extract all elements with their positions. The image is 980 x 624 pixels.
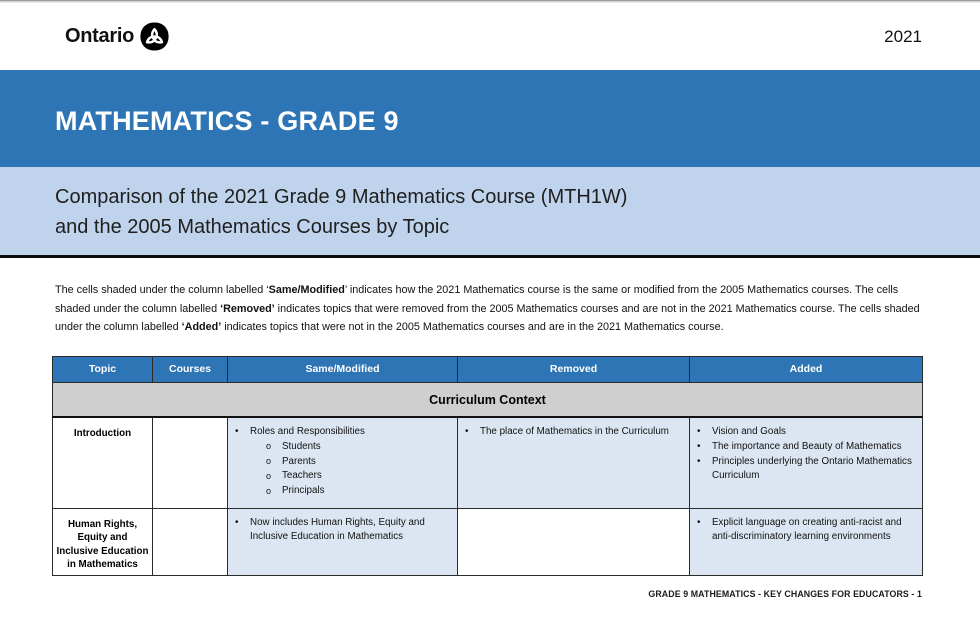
removed-cell (458, 417, 690, 508)
column-header-topic: Topic (53, 356, 153, 382)
list-item: • Principles underlying the Ontario Mathematics Curriculum (690, 455, 914, 483)
document-header (0, 3, 980, 70)
ontario-logo (65, 22, 169, 51)
intro-seg-4: indicates topics that were not in the 2005 Mathematics courses and are in the 2021 Mathematics course. (221, 321, 724, 334)
intro-term-removed: ‘Removed’ (220, 302, 275, 315)
title-banner (0, 70, 980, 167)
comparison-table (52, 356, 923, 576)
courses-cell (153, 417, 228, 508)
column-header-added: Added (690, 356, 923, 382)
list-item: o Teachers (228, 469, 449, 483)
intro-term-added: ‘Added’ (181, 321, 222, 334)
courses-cell (153, 508, 228, 575)
list-item: • The place of Mathematics in the Curriculum (458, 425, 681, 439)
column-header-same-modified: Same/Modified (228, 356, 458, 382)
intro-seg-2: ’ indicates how the 2021 Mathematics course is the same or modified from the 2005 Mathematics courses. The cells shaded under the column labelled (55, 284, 899, 315)
list-item: • Explicit language on creating anti-racist and anti-discriminatory learning environments (690, 516, 914, 544)
topic-cell-introduction: Introduction (53, 417, 153, 508)
list-item: • The importance and Beauty of Mathematics (690, 440, 914, 454)
list-item: o Principals (228, 484, 449, 498)
trillium-icon (140, 22, 169, 51)
column-header-courses: Courses (153, 356, 228, 382)
table-row (53, 508, 923, 575)
list-item: o Parents (228, 455, 449, 469)
table-row (53, 417, 923, 508)
list-item: • Vision and Goals (690, 425, 914, 439)
divider-rule (0, 255, 980, 258)
removed-cell (458, 508, 690, 575)
section-row (53, 382, 923, 417)
document-year: 2021 (884, 26, 922, 46)
subtitle-band (0, 167, 980, 255)
ontario-logo-text: Ontario (65, 25, 135, 47)
list-item: o Students (228, 440, 449, 454)
intro-term-same-modified: Same/Modified (268, 284, 345, 296)
page-footer: GRADE 9 MATHEMATICS - KEY CHANGES FOR EDUCATORS - 1 (648, 588, 922, 599)
list-item: • Now includes Human Rights, Equity and Inclusive Education in Mathematics (228, 516, 449, 544)
subtitle-line-1: Comparison of the 2021 Grade 9 Mathematics Course (MTH1W) (55, 186, 628, 208)
topic-cell-human-rights: Human Rights, Equity and Inclusive Education in Mathematics (53, 508, 153, 575)
list-item: • Roles and Responsibilities (228, 425, 449, 439)
page-title: MATHEMATICS - GRADE 9 (55, 106, 399, 136)
intro-seg-1: The cells shaded under the column labelled ‘ (55, 284, 269, 296)
subtitle-line-2: and the 2005 Mathematics Courses by Topic (55, 216, 450, 238)
same-modified-cell (228, 417, 458, 508)
column-header-removed: Removed (458, 356, 690, 382)
intro-seg-3: indicates topics that were removed from the 2005 Mathematics courses and are not in the 2021 Mathematics course. The cells shaded under the column labelled (55, 302, 920, 334)
intro-paragraph (55, 281, 926, 337)
same-modified-cell (228, 508, 458, 575)
section-title: Curriculum Context (53, 382, 923, 417)
added-cell (690, 417, 923, 508)
table-header-row (53, 356, 923, 382)
added-cell (690, 508, 923, 575)
